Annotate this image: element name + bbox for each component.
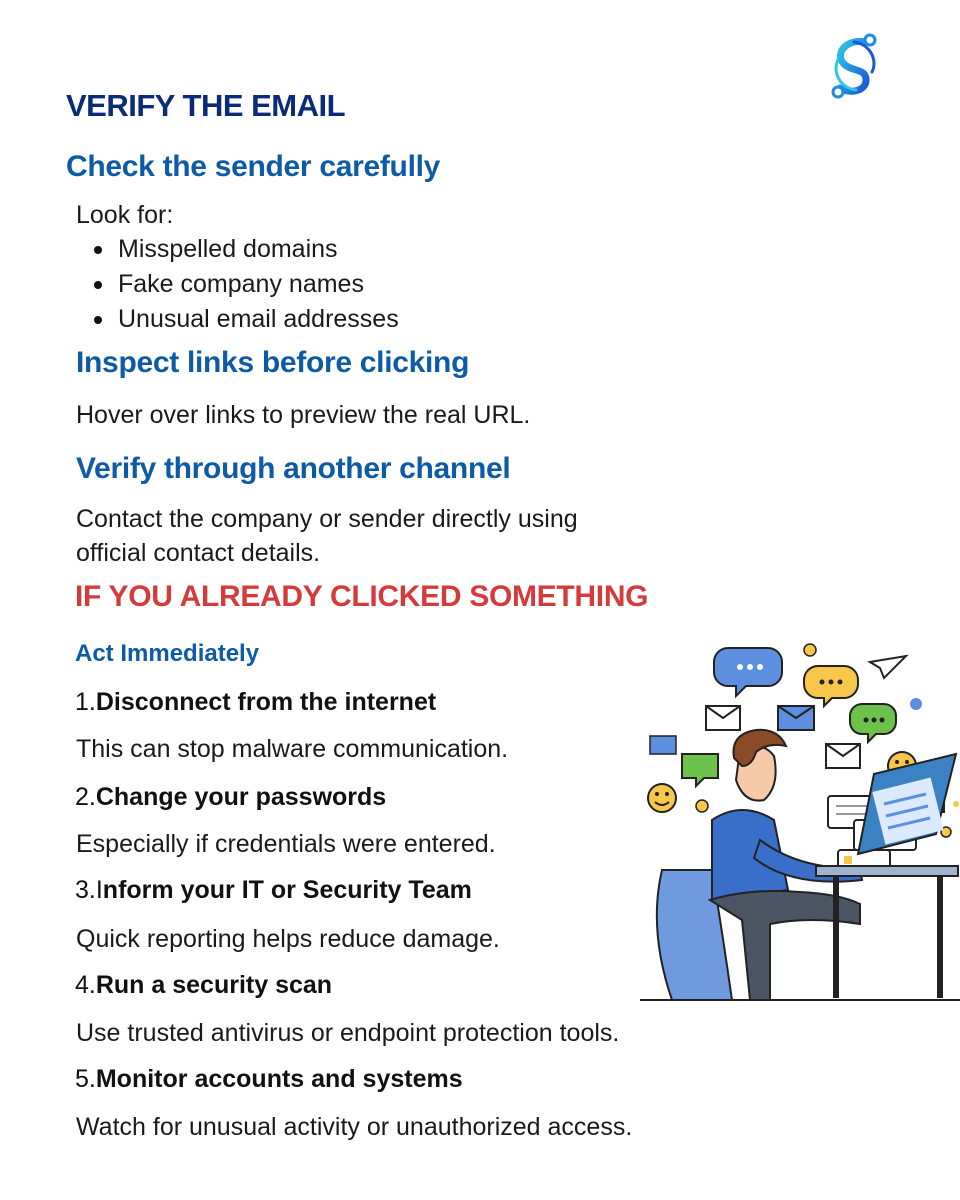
step-5-title: 5.Monitor accounts and systems — [75, 1065, 463, 1093]
alert-title: IF YOU ALREADY CLICKED SOMETHING — [75, 580, 649, 613]
person-at-laptop-illustration — [640, 640, 960, 1002]
sender-checklist — [90, 232, 399, 337]
list-item: Fake company names — [90, 267, 399, 302]
verify-channel-text-line-2: official contact details. — [76, 539, 321, 567]
step-4-text: Use trusted antivirus or endpoint protection tools. — [76, 1019, 620, 1047]
brand-logo-icon — [826, 32, 884, 100]
step-2-title: 2.Change your passwords — [75, 783, 387, 811]
chat-bubble-icon — [714, 648, 782, 696]
paper-plane-icon — [870, 656, 906, 678]
act-immediately-heading: Act Immediately — [75, 640, 260, 667]
step-1-title: 1.Disconnect from the internet — [75, 688, 437, 716]
smiley-icon — [648, 784, 676, 812]
desk-icon — [816, 866, 958, 876]
verify-channel-text-line-1: Contact the company or sender directly using — [76, 505, 578, 533]
chat-bubble-icon — [804, 666, 858, 706]
step-3-text: Quick reporting helps reduce damage. — [76, 925, 500, 953]
list-item: Misspelled domains — [90, 232, 399, 267]
look-for-label: Look for: — [76, 201, 174, 229]
step-2-text: Especially if credentials were entered. — [76, 830, 496, 858]
section-heading-inspect-links: Inspect links before clicking — [76, 346, 470, 379]
chat-bubble-icon — [682, 754, 718, 786]
page-title: VERIFY THE EMAIL — [66, 88, 346, 123]
list-item: Unusual email addresses — [90, 302, 399, 337]
section-heading-verify-channel: Verify through another channel — [76, 452, 511, 485]
step-4-title: 4.Run a security scan — [75, 971, 333, 999]
step-1-text: This can stop malware communication. — [76, 735, 509, 763]
step-3-title: 3.Inform your IT or Security Team — [75, 876, 472, 904]
chat-bubble-icon — [850, 704, 896, 742]
inspect-links-text: Hover over links to preview the real URL. — [76, 401, 531, 429]
envelope-icon — [650, 736, 676, 754]
section-heading-check-sender: Check the sender carefully — [66, 150, 441, 183]
step-5-text: Watch for unusual activity or unauthorized access. — [76, 1113, 633, 1141]
